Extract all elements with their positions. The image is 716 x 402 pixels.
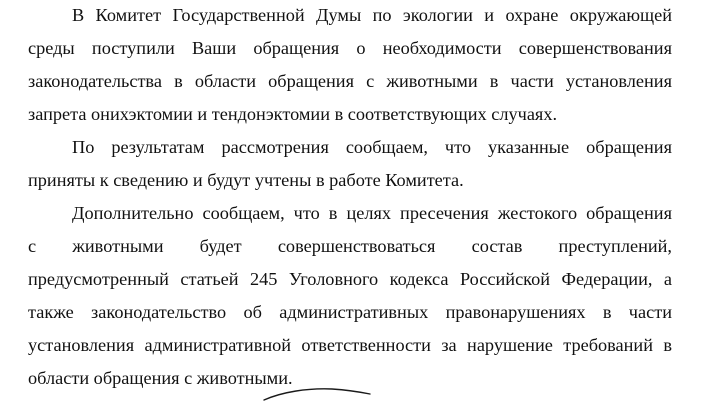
paragraph-3-line-3: предусмотренный статьей 245 Уголовного кодекса Российской Федерации, а	[28, 269, 672, 289]
paragraph-2-line-1: По результатам рассмотрения сообщаем, что указанные обращения	[72, 137, 672, 157]
paragraph-3-line-1: Дополнительно сообщаем, что в целях пресечения жестокого обращения	[72, 203, 672, 223]
paragraph-3-line-2: с животными будет совершенствоваться состав преступлений,	[28, 236, 672, 256]
paragraph-1-line-2: среды поступили Ваши обращения о необходимости совершенствования	[28, 38, 672, 58]
paragraph-1-line-1: В Комитет Государственной Думы по экологии и охране окружающей	[72, 5, 672, 25]
paragraph-3-line-4: также законодательство об административных правонарушениях в части	[28, 302, 672, 322]
paragraph-3-line-6: области обращения с животными.	[28, 368, 293, 388]
paragraph-2-line-2: приняты к сведению и будут учтены в работе Комитета.	[28, 170, 464, 190]
paragraph-1-line-4: запрета онихэктомии и тендонэктомии в соответствующих случаях.	[28, 104, 558, 124]
signature-stroke	[262, 384, 372, 402]
paragraph-1-line-3: законодательства в области обращения с животными в части установления	[28, 71, 672, 91]
paragraph-3-line-5: установления административной ответственности за нарушение требований в	[28, 335, 672, 355]
